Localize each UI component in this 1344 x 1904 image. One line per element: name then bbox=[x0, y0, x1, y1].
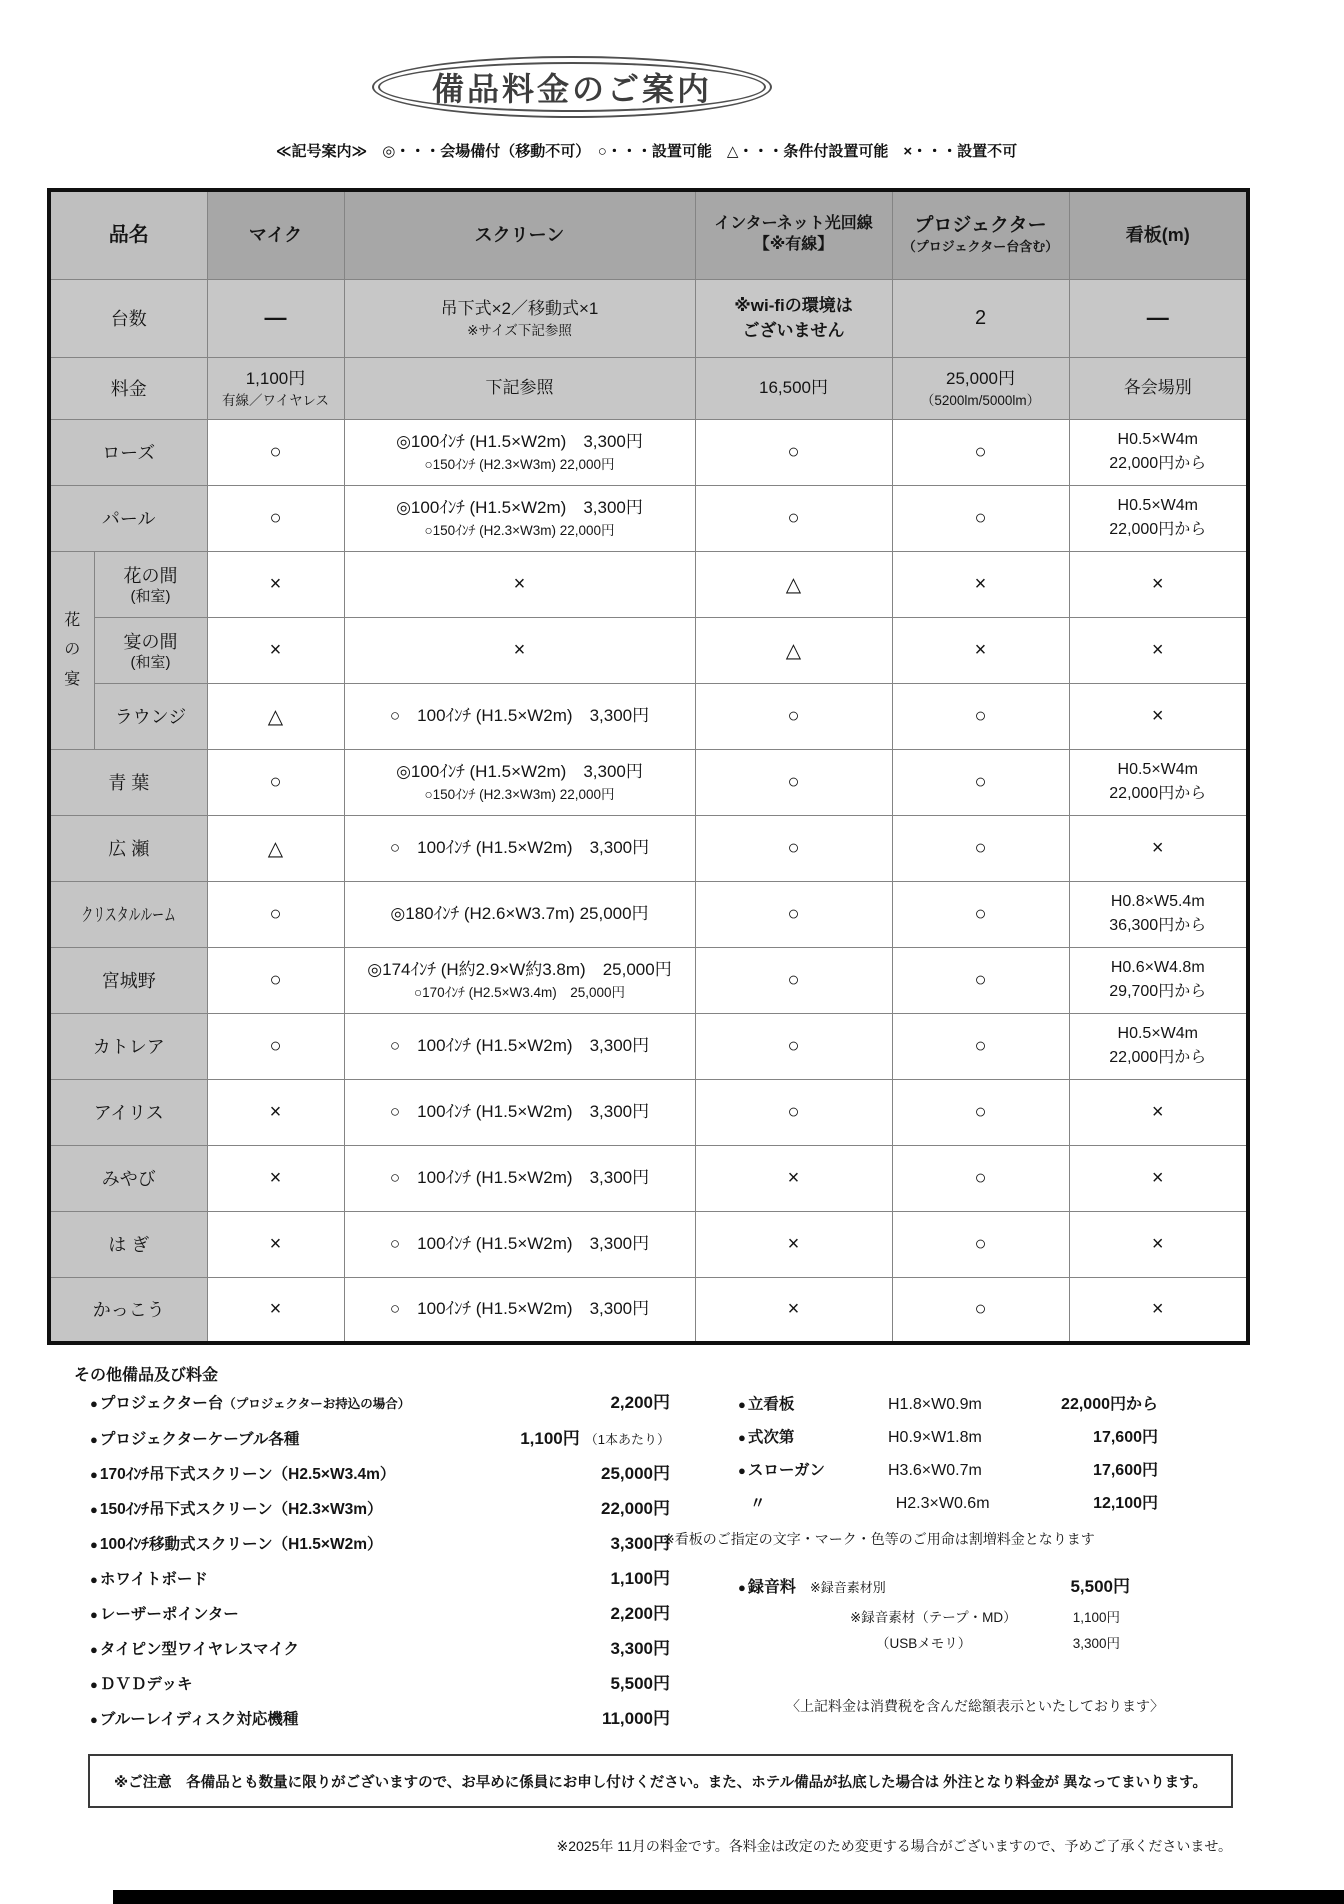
unit-row-label: 台数 bbox=[49, 279, 207, 357]
internet-cell: ○ bbox=[695, 881, 892, 947]
mic-cell: ○ bbox=[207, 749, 344, 815]
venue-name-cell bbox=[94, 683, 207, 749]
header-row bbox=[49, 190, 1248, 279]
mic-cell: ○ bbox=[207, 881, 344, 947]
screen-cell-line: ○ 100ｲﾝﾁ (H1.5×W2m) 3,300円 bbox=[389, 705, 650, 725]
recording-fee-note: ※録音素材別 bbox=[809, 1580, 886, 1595]
signboard-surcharge-note: ※看板のご指定の文字・マーク・色等のご用命は割増料金となります bbox=[663, 1531, 1095, 1547]
venue-name: 花の間 bbox=[123, 566, 178, 586]
equipment-label-note: （プロジェクターお持込の場合） bbox=[223, 1397, 411, 1411]
venue-row bbox=[49, 947, 1248, 1013]
screen-cell-line: ○ 100ｲﾝﾁ (H1.5×W2m) 3,300円 bbox=[389, 837, 650, 857]
projector-cell: × bbox=[892, 551, 1069, 617]
screen-cell-line: ○ 100ｲﾝﾁ (H1.5×W2m) 3,300円 bbox=[389, 1233, 650, 1253]
venue-name: 宴の間 bbox=[123, 632, 178, 652]
signboard-cell bbox=[1069, 485, 1248, 551]
signboard-cell-line: 22,000円から bbox=[1109, 785, 1207, 802]
price-projector-cell bbox=[892, 357, 1069, 419]
screen-cell-line: ○ 100ｲﾝﾁ (H1.5×W2m) 3,300円 bbox=[389, 1035, 650, 1055]
price-mic-line2: 有線／ワイヤレス bbox=[221, 392, 330, 408]
price-signboard-cell: 各会場別 bbox=[1069, 357, 1248, 419]
signboard-price: 17,600円 bbox=[1093, 1429, 1158, 1446]
venue-row bbox=[49, 881, 1248, 947]
signboard-size: H0.9×W1.8m bbox=[888, 1429, 982, 1446]
signboard-cell: × bbox=[1069, 1211, 1248, 1277]
venue-name: 宮城野 bbox=[101, 971, 156, 991]
venue-name-cell bbox=[94, 617, 207, 683]
equipment-list-item bbox=[90, 1603, 670, 1626]
projector-cell: ○ bbox=[892, 947, 1069, 1013]
projector-cell: ○ bbox=[892, 749, 1069, 815]
equipment-list-item bbox=[90, 1463, 670, 1486]
header-signboard: 看板(m) bbox=[1069, 190, 1248, 279]
bullet-icon: ● bbox=[738, 1580, 746, 1595]
venue-row bbox=[49, 551, 1248, 617]
page-title: 備品料金のご案内 bbox=[431, 71, 712, 107]
equipment-list-item bbox=[90, 1498, 670, 1521]
mic-cell: × bbox=[207, 617, 344, 683]
internet-cell: × bbox=[695, 1211, 892, 1277]
signboard-list-item bbox=[738, 1394, 1158, 1416]
equipment-label: ● 150ｲﾝﾁ吊下式スクリーン（H2.3×W3m） bbox=[90, 1501, 383, 1518]
screen-cell bbox=[344, 683, 695, 749]
bullet-icon: ● bbox=[90, 1467, 98, 1482]
venue-name-cell bbox=[49, 881, 207, 947]
screen-cell-line: ◎180ｲﾝﾁ (H2.6×W3.7m) 25,000円 bbox=[390, 903, 649, 923]
unit-screen-line1: 吊下式×2／移動式×1 bbox=[440, 299, 599, 319]
unit-signboard-cell: — bbox=[1069, 279, 1248, 357]
mic-cell: ○ bbox=[207, 419, 344, 485]
signboard-label: ● 式次第 bbox=[738, 1429, 795, 1446]
venue-name: 青 葉 bbox=[108, 773, 150, 793]
bullet-icon: ● bbox=[738, 1397, 746, 1412]
wifi-note-line2: ございません bbox=[742, 321, 845, 340]
venue-row bbox=[49, 683, 1248, 749]
other-equipment-heading: その他備品及び料金 bbox=[74, 1367, 219, 1384]
other-equipment-left-list bbox=[90, 1392, 670, 1743]
screen-cell bbox=[344, 881, 695, 947]
venue-row bbox=[49, 617, 1248, 683]
mic-cell: × bbox=[207, 1277, 344, 1343]
screen-cell bbox=[344, 1145, 695, 1211]
price-mic-line1: 1,100円 bbox=[245, 369, 306, 389]
screen-cell bbox=[344, 815, 695, 881]
equipment-label: ● タイピン型ワイヤレスマイク bbox=[90, 1641, 300, 1658]
wifi-note-line1: ※wi-fiの環境は bbox=[734, 295, 853, 315]
venue-row bbox=[49, 485, 1248, 551]
header-internet bbox=[695, 190, 892, 279]
base-price-row bbox=[49, 357, 1248, 419]
header-projector bbox=[892, 190, 1069, 279]
equipment-list-item bbox=[90, 1428, 670, 1451]
venue-name-sub: (和室) bbox=[130, 588, 171, 605]
venue-name-cell bbox=[49, 749, 207, 815]
price-projector-line2: （5200lm/5000lm） bbox=[920, 392, 1041, 408]
signboard-list-item bbox=[738, 1427, 1158, 1449]
venue-name: は ぎ bbox=[108, 1235, 150, 1255]
recording-media-row bbox=[850, 1632, 1120, 1652]
venue-name-cell bbox=[49, 419, 207, 485]
projector-cell: ○ bbox=[892, 1079, 1069, 1145]
screen-cell bbox=[344, 1211, 695, 1277]
internet-cell: ○ bbox=[695, 683, 892, 749]
venue-name-cell bbox=[49, 947, 207, 1013]
venue-name: アイリス bbox=[93, 1103, 164, 1123]
signboard-cell-line: 22,000円から bbox=[1109, 455, 1207, 472]
recording-fee-label: 録音料 bbox=[747, 1579, 796, 1596]
unit-mic-cell: — bbox=[207, 279, 344, 357]
recording-media-price: 1,100円 bbox=[1072, 1610, 1120, 1625]
mic-cell: ○ bbox=[207, 947, 344, 1013]
signboard-cell-line: H0.5×W4m bbox=[1117, 497, 1198, 514]
equipment-label: ● プロジェクター台（プロジェクターお持込の場合） bbox=[90, 1395, 411, 1412]
signboard-size: H2.3×W0.6m bbox=[895, 1495, 990, 1512]
title-oval bbox=[372, 56, 772, 118]
recording-media-price: 3,300円 bbox=[1072, 1636, 1120, 1651]
venue-row bbox=[49, 815, 1248, 881]
signboard-list-item bbox=[738, 1460, 1158, 1482]
signboard-cell bbox=[1069, 881, 1248, 947]
signboard-cell: × bbox=[1069, 1277, 1248, 1343]
equipment-list-item bbox=[90, 1392, 670, 1416]
signboard-cell bbox=[1069, 1013, 1248, 1079]
signboard-size: H1.8×W0.9m bbox=[888, 1396, 982, 1413]
equipment-label: ● プロジェクターケーブル各種 bbox=[90, 1431, 300, 1448]
venue-row bbox=[49, 1277, 1248, 1343]
bullet-icon: ● bbox=[90, 1537, 98, 1552]
equipment-price: 2,200円 bbox=[610, 1393, 670, 1412]
signboard-cell: × bbox=[1069, 683, 1248, 749]
signboard-cell: × bbox=[1069, 1145, 1248, 1211]
signboard-price: 17,600円 bbox=[1093, 1462, 1158, 1479]
header-screen: スクリーン bbox=[344, 190, 695, 279]
venue-name: パール bbox=[101, 509, 156, 529]
header-mic: マイク bbox=[207, 190, 344, 279]
bullet-icon: ● bbox=[90, 1712, 98, 1727]
equipment-list-item bbox=[90, 1533, 670, 1556]
projector-cell: ○ bbox=[892, 815, 1069, 881]
unit-count-row bbox=[49, 279, 1248, 357]
header-internet-line1: インターネット光回線 bbox=[714, 215, 873, 233]
header-projector-line2: （プロジェクター台含む） bbox=[902, 239, 1059, 255]
price-internet-cell: 16,500円 bbox=[695, 357, 892, 419]
projector-cell: ○ bbox=[892, 1277, 1069, 1343]
mic-cell: × bbox=[207, 1211, 344, 1277]
signboard-label: 〃 bbox=[750, 1495, 766, 1512]
group-label-char: 宴 bbox=[64, 670, 81, 688]
venue-name-cell bbox=[49, 1079, 207, 1145]
internet-cell: ○ bbox=[695, 485, 892, 551]
venue-row bbox=[49, 1079, 1248, 1145]
bullet-icon: ● bbox=[738, 1430, 746, 1445]
venue-name-sub: (和室) bbox=[130, 654, 171, 671]
screen-cell: × bbox=[344, 551, 695, 617]
signboard-price: 12,100円 bbox=[1093, 1495, 1159, 1512]
signboard-cell-line: H0.6×W4.8m bbox=[1110, 959, 1205, 976]
price-row-label: 料金 bbox=[49, 357, 207, 419]
screen-cell-line: ○150ｲﾝﾁ (H2.3×W3m) 22,000円 bbox=[424, 456, 615, 472]
signboard-cell: × bbox=[1069, 551, 1248, 617]
group-label-char: の bbox=[64, 641, 81, 659]
venue-name: ローズ bbox=[102, 443, 156, 463]
projector-cell: ○ bbox=[892, 485, 1069, 551]
signboard-cell-line: H0.5×W4m bbox=[1117, 761, 1198, 778]
unit-projector-cell: 2 bbox=[892, 279, 1069, 357]
unit-screen-line2: ※サイズ下記参照 bbox=[467, 322, 572, 338]
signboard-list-item bbox=[738, 1493, 1158, 1515]
mic-cell: △ bbox=[207, 683, 344, 749]
internet-cell: ○ bbox=[695, 1013, 892, 1079]
equipment-list-item bbox=[90, 1708, 670, 1731]
signboard-cell-line: H0.5×W4m bbox=[1117, 431, 1198, 448]
bullet-icon: ● bbox=[90, 1642, 98, 1657]
screen-cell bbox=[344, 1277, 695, 1343]
signboard-cell: × bbox=[1069, 815, 1248, 881]
signboard-cell-line: 36,300円から bbox=[1109, 917, 1207, 934]
signboard-cell bbox=[1069, 947, 1248, 1013]
venue-row bbox=[49, 1211, 1248, 1277]
screen-cell bbox=[344, 1079, 695, 1145]
equipment-price-note: （1本あたり） bbox=[584, 1432, 670, 1447]
recording-fee-row bbox=[738, 1572, 1158, 1597]
projector-cell: ○ bbox=[892, 1013, 1069, 1079]
price-projector-line1: 25,000円 bbox=[946, 369, 1015, 389]
equipment-price: 25,000円 bbox=[601, 1464, 670, 1483]
mic-cell: △ bbox=[207, 815, 344, 881]
unit-internet-cell bbox=[695, 279, 892, 357]
projector-cell: ○ bbox=[892, 881, 1069, 947]
equipment-list-item bbox=[90, 1673, 670, 1696]
internet-cell: ○ bbox=[695, 419, 892, 485]
venue-name: みやび bbox=[101, 1169, 156, 1189]
internet-cell: ○ bbox=[695, 1079, 892, 1145]
screen-cell-line: ◎174ｲﾝﾁ (H約2.9×W約3.8m) 25,000円 bbox=[367, 960, 672, 980]
equipment-label: ● 100ｲﾝﾁ移動式スクリーン（H1.5×W2m） bbox=[90, 1536, 383, 1553]
screen-cell-line: ◎100ｲﾝﾁ (H1.5×W2m) 3,300円 bbox=[396, 762, 643, 782]
equipment-list-item bbox=[90, 1568, 670, 1591]
bullet-icon: ● bbox=[90, 1396, 98, 1411]
recording-media-details bbox=[850, 1606, 1120, 1658]
mic-cell: × bbox=[207, 1145, 344, 1211]
recording-media-label: （USBメモリ） bbox=[876, 1636, 972, 1651]
equipment-list-item bbox=[90, 1638, 670, 1661]
projector-cell: ○ bbox=[892, 683, 1069, 749]
venue-name-cell bbox=[49, 815, 207, 881]
mic-cell: × bbox=[207, 1079, 344, 1145]
venue-row bbox=[49, 1013, 1248, 1079]
signboard-cell-line: H0.5×W4m bbox=[1117, 1025, 1198, 1042]
caution-notice-box: ※ご注意 各備品とも数量に限りがございますので、お早めに係員にお申し付けください。また、ホテル備品が払底した場合は 外注となり料金が 異なってまいります。 bbox=[88, 1754, 1233, 1808]
recording-media-label: ※録音素材（テープ・MD） bbox=[850, 1610, 1017, 1625]
venue-name-cell bbox=[49, 1277, 207, 1343]
screen-cell bbox=[344, 485, 695, 551]
equipment-price: 1,100円 bbox=[520, 1429, 580, 1448]
price-screen-cell: 下記参照 bbox=[344, 357, 695, 419]
header-projector-line1: プロジェクター bbox=[914, 215, 1047, 237]
signboard-cell-line: H0.8×W5.4m bbox=[1110, 893, 1205, 910]
bullet-icon: ● bbox=[90, 1607, 98, 1622]
screen-cell-line: ○ 100ｲﾝﾁ (H1.5×W2m) 3,300円 bbox=[389, 1101, 650, 1121]
bullet-icon: ● bbox=[90, 1572, 98, 1587]
projector-cell: ○ bbox=[892, 1211, 1069, 1277]
screen-cell bbox=[344, 749, 695, 815]
venue-row bbox=[49, 749, 1248, 815]
screen-cell bbox=[344, 419, 695, 485]
equipment-label: ● レーザーポインター bbox=[90, 1606, 239, 1623]
venue-name-cell bbox=[49, 1013, 207, 1079]
venue-name-cell bbox=[49, 1211, 207, 1277]
screen-cell-line: ○150ｲﾝﾁ (H2.3×W3m) 22,000円 bbox=[424, 522, 615, 538]
venue-row bbox=[49, 419, 1248, 485]
venue-name: かっこう bbox=[92, 1300, 165, 1321]
venue-name-cell bbox=[49, 485, 207, 551]
group-label-char: 花 bbox=[64, 611, 81, 629]
signboard-cell: × bbox=[1069, 617, 1248, 683]
symbol-legend: ≪記号案内≫ ◎・・・会場備付（移動不可） ○・・・設置可能 △・・・条件付設置可能 ×・・・設置不可 bbox=[275, 143, 1018, 160]
internet-cell: △ bbox=[695, 617, 892, 683]
venue-row bbox=[49, 1145, 1248, 1211]
screen-cell-line: ○ 100ｲﾝﾁ (H1.5×W2m) 3,300円 bbox=[389, 1299, 650, 1319]
screen-cell-line: ○ 100ｲﾝﾁ (H1.5×W2m) 3,300円 bbox=[389, 1167, 650, 1187]
header-internet-line2: 【※有線】 bbox=[753, 236, 834, 254]
signboard-label: ● スローガン bbox=[738, 1462, 826, 1479]
screen-cell-line: ○150ｲﾝﾁ (H2.3×W3m) 22,000円 bbox=[424, 786, 615, 802]
equipment-price: 11,000円 bbox=[601, 1709, 670, 1728]
venue-group-label-cell bbox=[49, 551, 94, 749]
equipment-price: 3,300円 bbox=[610, 1639, 670, 1658]
signboard-cell-line: 22,000円から bbox=[1109, 1049, 1207, 1066]
venue-name: 広 瀬 bbox=[108, 839, 150, 859]
venue-name: ラウンジ bbox=[114, 707, 187, 727]
bullet-icon: ● bbox=[90, 1432, 98, 1447]
venue-name: カトレア bbox=[92, 1037, 165, 1057]
signboard-price: 22,000円から bbox=[1061, 1396, 1158, 1413]
scan-edge-bar bbox=[113, 1890, 1344, 1904]
signboard-cell-line: 22,000円から bbox=[1109, 521, 1207, 538]
price-revision-note: ※2025年 11月の料金です。各料金は改定のため変更する場合がございますので、予めご了承くださいませ。 bbox=[556, 1838, 1232, 1854]
signboard-cell bbox=[1069, 749, 1248, 815]
equipment-label: ● ＤＶＤデッキ bbox=[90, 1676, 193, 1693]
recording-fee-price: 5,500円 bbox=[1070, 1577, 1130, 1596]
unit-screen-cell bbox=[344, 279, 695, 357]
other-equipment-right-list bbox=[738, 1394, 1158, 1526]
price-mic-cell bbox=[207, 357, 344, 419]
equipment-price: 3,300円 bbox=[610, 1534, 670, 1553]
mic-cell: ○ bbox=[207, 485, 344, 551]
signboard-cell-line: 29,700円から bbox=[1109, 983, 1207, 1000]
signboard-label: ● 立看板 bbox=[738, 1396, 795, 1413]
equipment-price: 5,500円 bbox=[610, 1674, 670, 1693]
mic-cell: ○ bbox=[207, 1013, 344, 1079]
projector-cell: ○ bbox=[892, 419, 1069, 485]
internet-cell: × bbox=[695, 1277, 892, 1343]
equipment-price: 2,200円 bbox=[610, 1604, 670, 1623]
bullet-icon: ● bbox=[90, 1502, 98, 1517]
screen-cell-line: ○170ｲﾝﾁ (H2.5×W3.4m) 25,000円 bbox=[413, 984, 626, 1000]
equipment-price: 1,100円 bbox=[610, 1569, 670, 1588]
screen-cell bbox=[344, 947, 695, 1013]
venue-name: クリスタルルーム bbox=[81, 905, 176, 925]
bullet-icon: ● bbox=[738, 1463, 746, 1478]
projector-cell: × bbox=[892, 617, 1069, 683]
venue-name-cell bbox=[94, 551, 207, 617]
venue-name-cell bbox=[49, 1145, 207, 1211]
screen-cell-line: ◎100ｲﾝﾁ (H1.5×W2m) 3,300円 bbox=[396, 498, 643, 518]
mic-cell: × bbox=[207, 551, 344, 617]
equipment-price-table bbox=[47, 188, 1250, 1345]
recording-media-row bbox=[850, 1606, 1120, 1626]
equipment-price: 22,000円 bbox=[601, 1499, 670, 1518]
screen-cell bbox=[344, 1013, 695, 1079]
tax-inclusive-note: 〈上記料金は消費税を含んだ総額表示といたしております〉 bbox=[786, 1698, 1164, 1714]
internet-cell: × bbox=[695, 1145, 892, 1211]
signboard-size: H3.6×W0.7m bbox=[888, 1462, 982, 1479]
internet-cell: ○ bbox=[695, 749, 892, 815]
projector-cell: ○ bbox=[892, 1145, 1069, 1211]
signboard-cell: × bbox=[1069, 1079, 1248, 1145]
internet-cell: ○ bbox=[695, 947, 892, 1013]
equipment-label: ● 170ｲﾝﾁ吊下式スクリーン（H2.5×W3.4m） bbox=[90, 1466, 396, 1483]
equipment-label: ● ホワイトボード bbox=[90, 1571, 208, 1588]
signboard-cell bbox=[1069, 419, 1248, 485]
equipment-label: ● ブルーレイディスク対応機種 bbox=[90, 1711, 299, 1728]
internet-cell: △ bbox=[695, 551, 892, 617]
screen-cell: × bbox=[344, 617, 695, 683]
screen-cell-line: ◎100ｲﾝﾁ (H1.5×W2m) 3,300円 bbox=[396, 432, 643, 452]
header-item: 品名 bbox=[49, 190, 207, 279]
internet-cell: ○ bbox=[695, 815, 892, 881]
bullet-icon: ● bbox=[90, 1677, 98, 1692]
